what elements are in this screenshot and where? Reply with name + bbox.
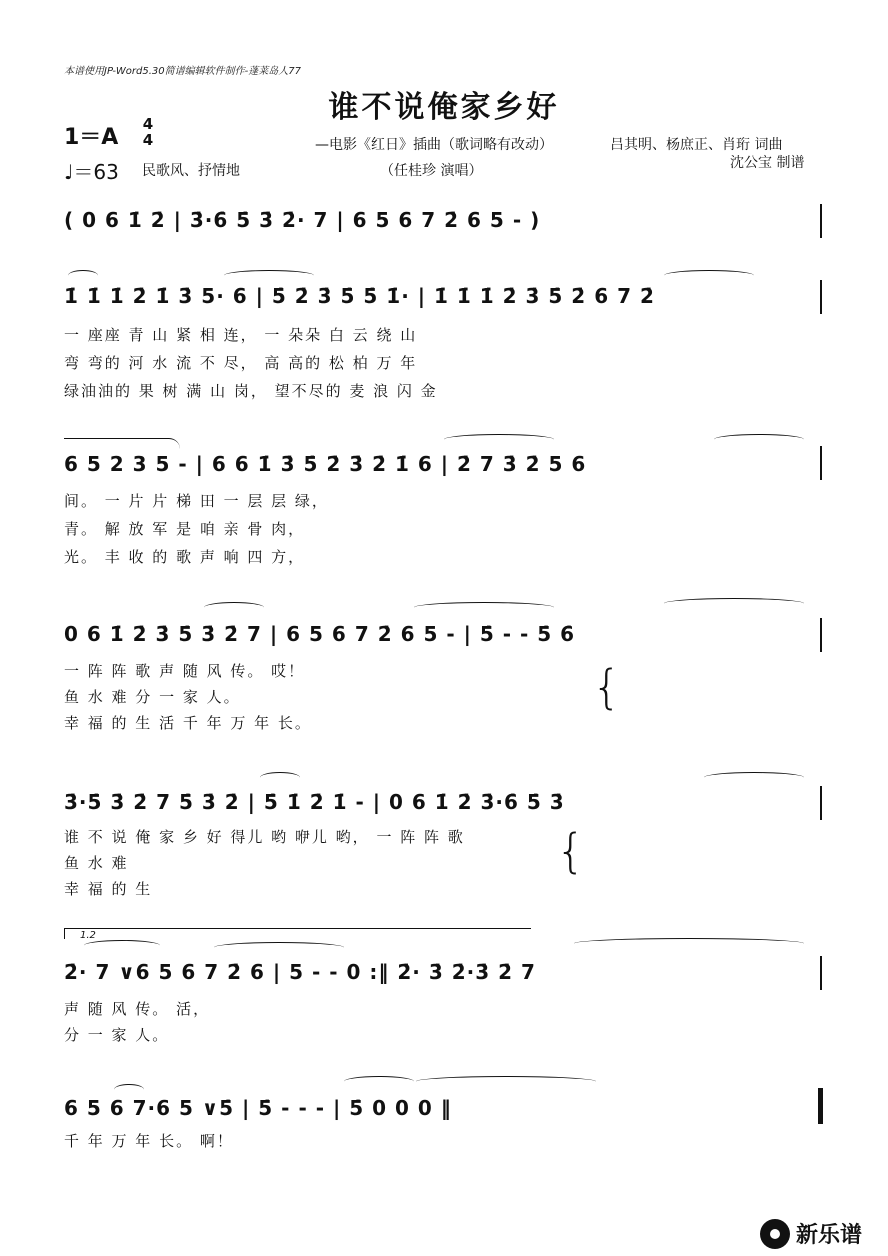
tie: [64, 438, 180, 449]
slur: [664, 270, 754, 281]
score-system-5: [64, 766, 824, 896]
notes-line: ( 0 6 1̇ 2̇ | 3̇·6̇ 5̇ 3̇ 2̇· 7 | 6 5 6 7 2̇ 6 5 - ): [64, 208, 541, 232]
score-system-4: [64, 598, 824, 732]
score-system-6: [64, 928, 824, 1048]
lyrics-verse-2: 鱼 水 难 分 一 家 人。: [64, 688, 241, 706]
notes-line: 6 5 6 7·6 5 ∨5̇ | 5̇ - - - | 5̇ 0 0 0 ‖: [64, 1096, 452, 1120]
slur: [68, 270, 98, 281]
lyrics-verse-1: 间。 一 片 片 梯 田 一 层 层 绿，: [64, 492, 329, 510]
time-signature-bottom: 4: [142, 131, 154, 149]
lyrics-verse-3: 光。 丰 收 的 歌 声 响 四 方，: [64, 548, 306, 566]
notes-line: 0 6 1̇ 2̇ 3̇ 5̇ 3̇ 2̇ 7 | 6 5 6 7 2̇ 6 5 - | 5̇ - - 5̇ 6̇: [64, 622, 576, 646]
lyrics-verse-1: 谁 不 说 俺 家 乡 好 得儿 哟 咿儿 哟， 一 阵 阵 歌: [64, 828, 465, 846]
slur: [214, 942, 344, 953]
lyrics-verse-3: 幸 福 的 生 活 千 年 万 年 长。: [64, 714, 312, 732]
style-marking: 民歌风、抒情地: [142, 163, 240, 179]
verse-brace: {: [592, 660, 622, 714]
key-signature: 1＝A: [64, 125, 119, 150]
verse-brace: {: [556, 824, 586, 878]
song-title: 谁不说俺家乡好: [328, 90, 560, 125]
barline: [820, 618, 822, 652]
lyrics-verse-1: 声 随 风 传。 活，: [64, 1000, 211, 1018]
slur: [114, 1084, 144, 1095]
lyrics-verse-2: 弯 弯的 河 水 流 不 尽， 高 高的 松 柏 万 年: [64, 354, 418, 372]
score-system-2: [64, 268, 824, 398]
volta-bracket: [64, 928, 531, 939]
slur: [224, 270, 314, 281]
lyrics-verse-3: 绿油油的 果 树 满 山 岗， 望不尽的 麦 浪 闪 金: [64, 382, 438, 400]
lyrics-verse-1: 一 座座 青 山 紧 相 连， 一 朵朵 白 云 绕 山: [64, 326, 418, 344]
score-system-1: [64, 198, 824, 248]
score-system-7: [64, 1076, 824, 1166]
notes-line: 1̇ 1̇ 1̇ 2̇ 1̇ 3̇ 5· 6 | 5̇ 2̇ 3̇ 5̇ 5̇ 1̇· | 1̇ 1̇ 1̇ 2̇ 3̇ 5̇ 2̇ 6 7 2̇: [64, 284, 655, 308]
lyrics-verse-3: 幸 福 的 生: [64, 880, 153, 898]
tie: [344, 1076, 414, 1087]
authors: 吕其明、杨庶正、肖珩 词曲: [610, 137, 783, 153]
slur: [714, 434, 804, 445]
arranger: 沈公宝 制谱: [730, 155, 805, 171]
lyrics-verse-1: 一 阵 阵 歌 声 随 风 传。 哎！: [64, 662, 306, 680]
score-system-3: [64, 432, 824, 566]
lyrics-verse-2: 青。 解 放 军 是 咱 亲 骨 肉，: [64, 520, 306, 538]
notes-line: 6 5 2 3 5 - | 6 6 1̇ 3̇ 5̇ 2̇ 3̇ 2̇ 1̇ 6 | 2̇ 7 3̇ 2̇ 5 6: [64, 452, 587, 476]
slur: [664, 598, 804, 609]
slur: [414, 602, 554, 613]
lyrics-verse-1: 千 年 万 年 长。 啊！: [64, 1132, 234, 1150]
software-credit: 本谱使用JP-Word5.30简谱编辑软件制作-蓬莱岛人77: [64, 66, 301, 77]
record-disc-icon: [760, 1219, 790, 1249]
lyrics-verse-2: 鱼 水 难: [64, 854, 129, 872]
singer: （任桂珍 演唱）: [380, 163, 483, 179]
time-signature-top: 4: [142, 115, 154, 133]
slur: [444, 434, 554, 445]
slur: [84, 940, 160, 951]
barline: [820, 956, 822, 990]
barline: [820, 446, 822, 480]
slur: [574, 938, 804, 949]
time-signature: [140, 116, 156, 148]
notes-line: 3̇·5̇ 3̇ 2̇ 7 5̇ 3̇ 2̇ | 5̇ 1̇ 2̇ 1̇ - | 0 6 1̇ 2̇ 3̇·6̇ 5̇ 3̇: [64, 790, 565, 814]
logo-text: 新乐谱: [796, 1223, 863, 1248]
tie: [416, 1076, 596, 1087]
lyrics-verse-2: 分 一 家 人。: [64, 1026, 170, 1044]
volta-label: 1.2: [80, 930, 96, 941]
barline: [820, 280, 822, 314]
slur: [704, 772, 804, 783]
notes-line: 2̇· 7 ∨6 5 6 7 2̇ 6 | 5 - - 0 :‖ 2̇· 3̇ 2̇·3̇ 2̇ 7: [64, 960, 536, 984]
brand-logo[interactable]: [760, 1218, 862, 1249]
barline: [820, 204, 822, 238]
subtitle: —电影《红日》插曲（歌词略有改动）: [315, 137, 553, 153]
final-barline: [818, 1088, 823, 1124]
slur: [204, 602, 264, 613]
barline: [820, 786, 822, 820]
slur: [260, 772, 300, 783]
tempo-marking: ♩＝63: [64, 160, 119, 184]
